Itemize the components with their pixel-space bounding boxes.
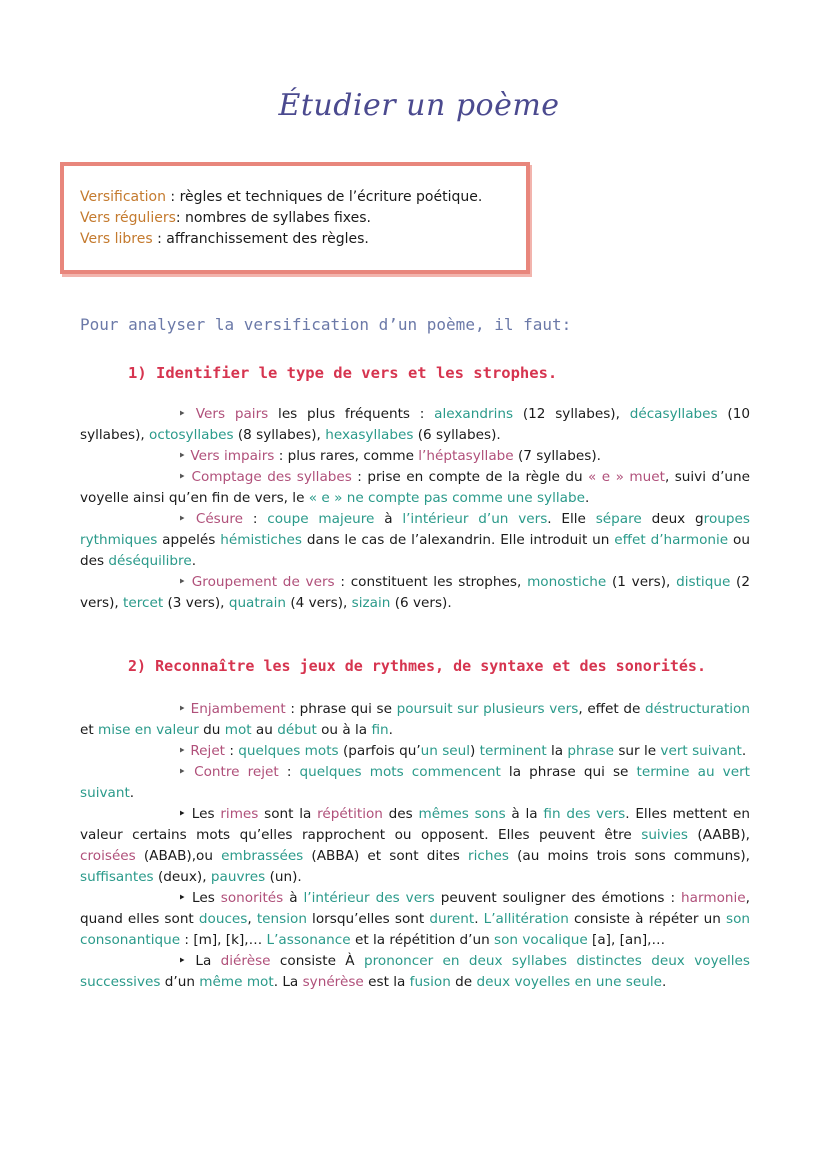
- definition: règles et techniques de l’écriture poétique.: [179, 189, 483, 205]
- definition-versification: [80, 188, 482, 206]
- paragraph-comptage: ‣ Comptage des syllabes : prise en compte de la règle du « e » muet, suivi d’une voyelle ainsi qu’en fin de vers, le « e » ne compte pas comme une syllabe.: [80, 469, 750, 506]
- separator: :: [152, 231, 167, 247]
- section-2-heading: 2) Reconnaître les jeux de rythmes, de syntaxe et des sonorités.: [128, 657, 706, 675]
- paragraph-rimes: ‣ Les rimes sont la répétition des mêmes sons à la fin des vers. Elles mettent en valeur certains mots qu’elles rapprochent ou opposent. Elles peuvent être suivies (AABB), croisées (ABAB),ou embrassées (ABBA) et sont dites riches (au moins trois sons communs), suffisantes (deux), pauvres (un).: [80, 806, 750, 885]
- section-1-heading: 1) Identifier le type de vers et les strophes.: [128, 364, 558, 382]
- paragraph-vers-pairs: ‣ Vers pairs les plus fréquents : alexandrins (12 syllabes), décasyllabes (10 syllabes), octosyllabes (8 syllabes), hexasyllabes (6 syllabes).: [80, 406, 750, 443]
- separator: :: [165, 189, 180, 205]
- paragraph-contre-rejet: ‣ Contre rejet : quelques mots commencent la phrase qui se termine au vert suivant.: [80, 764, 751, 801]
- paragraph-dierese: ‣ La diérèse consiste À prononcer en deux syllabes distinctes deux voyelles successives d’un même mot. La synérèse est la fusion de deux voyelles en une seule.: [80, 953, 750, 990]
- term: Vers libres: [80, 231, 153, 247]
- section-1-body: [80, 404, 750, 614]
- paragraph-sonorites: ‣ Les sonorités à l’intérieur des vers peuvent souligner des émotions : harmonie, quand elles sont douces, tension lorsqu’elles sont durent. L’allitération consiste à répéter un son consonantique : [m], [k],… L’assonance et la répétition d’un son vocalique [a], [an],…: [80, 890, 750, 948]
- paragraph-cesure: ‣ Césure : coupe majeure à l’intérieur d’un vers. Elle sépare deux groupes rythmiques appelés hémistiches dans le cas de l’alexandrin. Elle introduit un effet d’harmonie ou des déséquilibre.: [80, 511, 750, 569]
- definition: affranchissement des règles.: [166, 231, 369, 247]
- paragraph-groupement: ‣ Groupement de vers : constituent les strophes, monostiche (1 vers), distique (2 vers), tercet (3 vers), quatrain (4 vers), sizain (6 vers).: [80, 574, 751, 611]
- definition: nombres de syllabes fixes.: [185, 210, 371, 226]
- definition-vers-libres: [80, 230, 369, 248]
- separator: :: [175, 210, 186, 226]
- page-title: Étudier un poème: [278, 88, 560, 123]
- definitions-box: [60, 162, 530, 274]
- section-2-body: [80, 699, 750, 993]
- paragraph-enjambement: ‣ Enjambement : phrase qui se poursuit sur plusieurs vers, effet de déstructuration et mise en valeur du mot au début ou à la fin.: [80, 701, 750, 738]
- intro-text: Pour analyser la versification d’un poème, il faut:: [80, 315, 572, 334]
- paragraph-rejet: ‣ Rejet : quelques mots (parfois qu’un seul) terminent la phrase sur le vert suivant.: [178, 743, 747, 759]
- definition-vers-reguliers: [80, 209, 371, 227]
- term: Vers réguliers: [80, 210, 176, 226]
- term: Versification: [80, 189, 166, 205]
- paragraph-vers-impairs: ‣ Vers impairs : plus rares, comme l’héptasyllabe (7 syllabes).: [178, 448, 601, 464]
